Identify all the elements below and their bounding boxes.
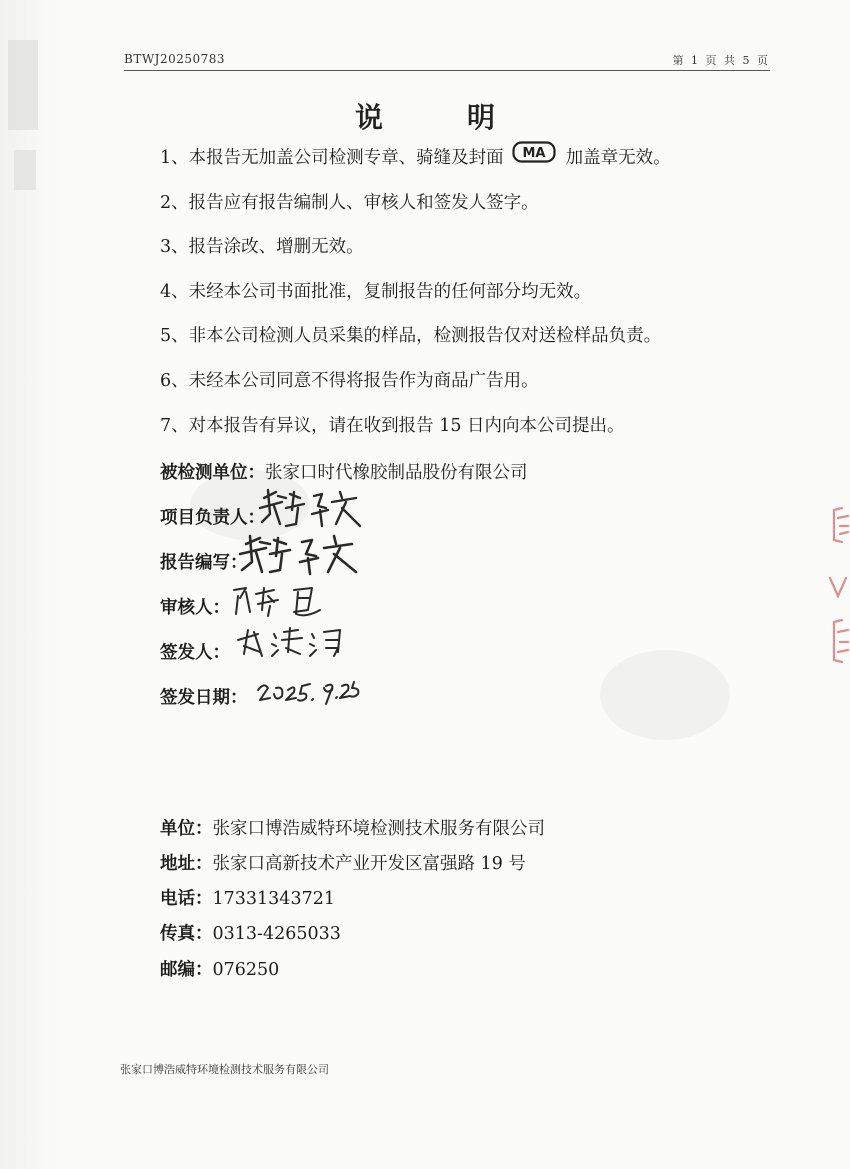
unit-label: 单位：: [160, 819, 213, 839]
client-label: 被检测单位：: [160, 463, 265, 483]
issue-date-handwritten: [254, 672, 364, 708]
notes-list: [160, 143, 800, 455]
postcode-label: 邮编：: [160, 960, 213, 980]
project-lead-label: 项目负责人：: [160, 508, 265, 528]
address-value: 张家口高新技术产业开发区富强路 19 号: [212, 854, 526, 874]
page-footer: 张家口博浩威特环境检测技术服务有限公司: [120, 1063, 329, 1076]
project-lead-signature: [256, 484, 376, 532]
reviewer-signature: [228, 580, 348, 620]
note-item: 5、非本公司检测人员采集的样品，检测报告仅对送检样品负责。: [160, 326, 662, 347]
issue-date-row: [160, 684, 248, 709]
unit-value: 张家口博浩威特环境检测技术服务有限公司: [212, 819, 545, 839]
contact-postcode-row: [160, 956, 279, 981]
note-item: 6、未经本公司同意不得将报告作为商品广告用。: [160, 370, 539, 391]
compiler-label: 报告编写：: [160, 553, 248, 573]
issuer-label: 签发人：: [160, 643, 230, 663]
postcode-value: 076250: [212, 960, 280, 980]
contact-address-row: [160, 850, 526, 875]
header-divider: [124, 70, 770, 71]
note-item: [160, 143, 800, 188]
note-text-suffix: 加盖章无效。: [565, 148, 671, 168]
ma-mark-text: MA: [522, 145, 546, 161]
compiler-signature: [236, 528, 376, 578]
page-indicator: 第 1 页 共 5 页: [672, 54, 770, 67]
scan-stain: [600, 650, 730, 740]
client-row: [160, 459, 528, 484]
contact-unit-row: [160, 815, 545, 840]
phone-label: 电话：: [160, 889, 213, 909]
seal-fragment-icon: [820, 500, 850, 690]
phone-value: 17331343721: [212, 889, 335, 909]
reviewer-row: [160, 594, 230, 619]
contact-fax-row: [160, 920, 341, 945]
issuer-signature: [232, 622, 372, 662]
note-item: 4、未经本公司书面批准，复制报告的任何部分均无效。: [160, 281, 592, 302]
issuer-row: [160, 639, 230, 664]
compiler-row: [160, 549, 248, 574]
note-item: 3、报告涂改、增删无效。: [160, 237, 364, 258]
fax-label: 传真：: [160, 924, 213, 944]
ma-mark-icon: [512, 141, 556, 173]
fax-value: 0313-4265033: [212, 924, 341, 944]
page-header: [124, 52, 770, 72]
note-item: 7、对本报告有异议，请在收到报告 15 日内向本公司提出。: [160, 415, 625, 436]
page-title: 说明: [354, 101, 579, 134]
contact-phone-row: [160, 885, 335, 910]
project-lead-row: [160, 504, 265, 529]
address-label: 地址：: [160, 854, 213, 874]
issue-date-label: 签发日期：: [160, 688, 248, 708]
report-number: BTWJ20250783: [124, 52, 226, 66]
scan-shadow-left: [0, 0, 58, 1169]
note-item: 2、报告应有报告编制人、审核人和签发人签字。: [160, 192, 539, 213]
client-value: 张家口时代橡胶制品股份有限公司: [265, 463, 528, 483]
note-text: 1、本报告无加盖公司检测专章、骑缝及封面: [160, 148, 504, 168]
reviewer-label: 审核人：: [160, 598, 230, 618]
